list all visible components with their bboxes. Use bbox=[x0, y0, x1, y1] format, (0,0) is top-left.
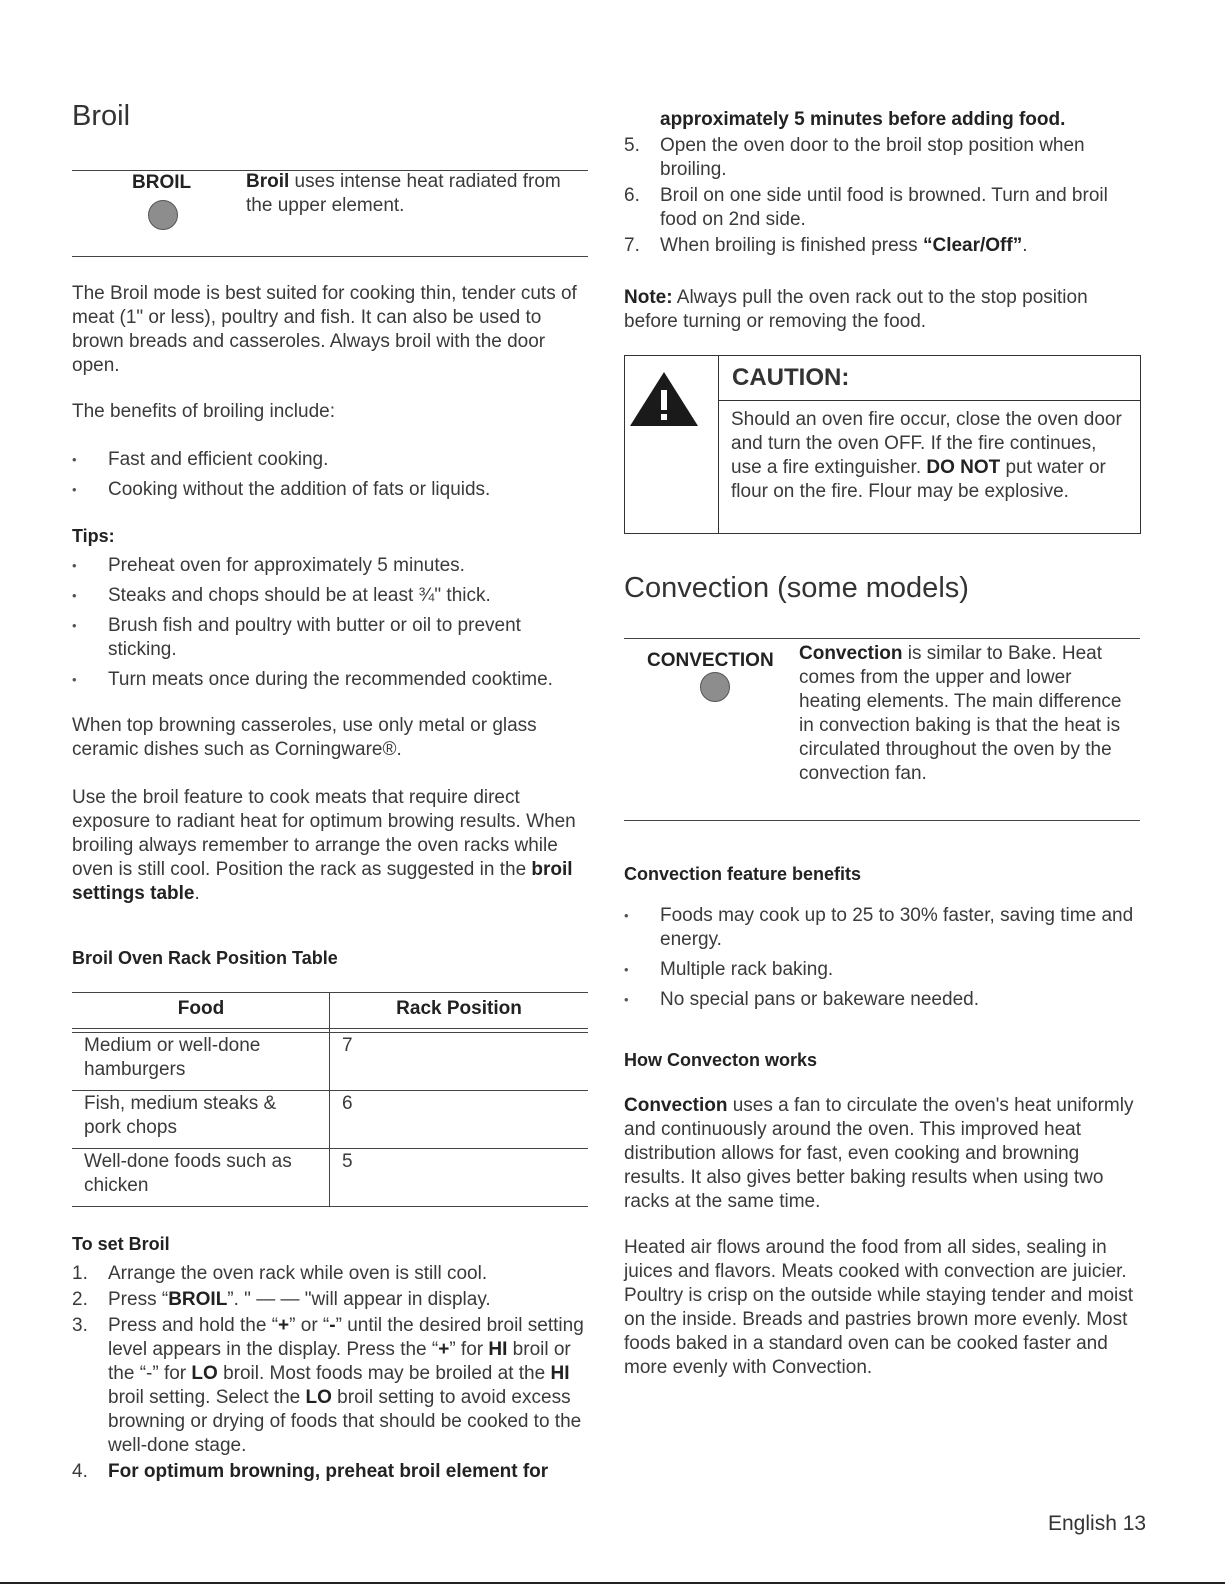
caution-title-rule bbox=[719, 400, 1140, 401]
broil-button-icon bbox=[148, 200, 178, 230]
page-footer: English 13 bbox=[1048, 1512, 1147, 1535]
heated-air-paragraph: Heated air flows around the food from all sides, sealing in juices and flavors. Meats cooked with convection are juicier. Poultry is crisp on the outside while staying tender and moist on the inside. Breads and pastries brown more evenly. Most foods baked in a standard oven can be cooked faster and more evenly with Convection. bbox=[624, 1237, 1134, 1378]
step-1: 1. Arrange the oven rack while oven is still cool. bbox=[72, 1263, 488, 1284]
convection-benefits-list bbox=[624, 904, 1134, 1018]
convection-feature-top-rule bbox=[624, 638, 1140, 639]
caution-divider bbox=[718, 356, 719, 533]
list-item: • Steaks and chops should be at least ¾" thick. bbox=[72, 584, 592, 608]
list-item: • Preheat oven for approximately 5 minutes. bbox=[72, 554, 592, 578]
broil-title: Broil bbox=[72, 100, 131, 132]
convection-title: Convection (some models) bbox=[624, 572, 969, 604]
table-header-food: Food bbox=[177, 998, 225, 1019]
table-cell-food: Well-done foods such as chicken bbox=[84, 1151, 292, 1196]
convection-benefits-heading: Convection feature benefits bbox=[624, 864, 862, 884]
broil-benefits-intro: The benefits of broiling include: bbox=[72, 401, 335, 422]
broil-feature-label: BROIL bbox=[132, 172, 192, 193]
list-item: • Multiple rack baking. bbox=[624, 958, 1134, 982]
set-broil-steps-continued bbox=[624, 134, 1144, 258]
list-item: • No special pans or bakeware needed. bbox=[624, 988, 1134, 1012]
convection-feature-bottom-rule bbox=[624, 820, 1140, 821]
table-cell-food: Medium or well-done hamburgers bbox=[84, 1035, 261, 1080]
warning-triangle-icon bbox=[628, 370, 700, 428]
step-7: 7. When broiling is finished press “Clear/Off”. bbox=[624, 235, 1028, 256]
step-2: 2. Press “BROIL”. " — — "will appear in display. bbox=[72, 1289, 491, 1310]
step-4: 4. For optimum browning, preheat broil element for bbox=[72, 1461, 549, 1482]
caution-title: CAUTION: bbox=[732, 364, 850, 391]
table-bottom-rule bbox=[72, 1206, 588, 1207]
list-item: • Turn meats once during the recommended cooktime. bbox=[72, 668, 592, 692]
table-header-rule-2 bbox=[72, 1032, 588, 1033]
rack-table-heading: Broil Oven Rack Position Table bbox=[72, 948, 338, 968]
step-3: 3. Press and hold the “+” or “-” until the desired broil setting level appears in the display. Press the “+” for HI broil or the “-” for LO broil. Most foods may be broiled at the HI broil setting. Select the LO broil setting to avoid excess browning or drying of foods that should be cooked to the well-done stage. bbox=[72, 1315, 584, 1456]
convection-feature-label: CONVECTION bbox=[647, 650, 774, 671]
table-top-rule bbox=[72, 992, 588, 993]
table-header-rack: Rack Position bbox=[396, 998, 522, 1019]
broil-feature-bottom-rule bbox=[72, 256, 588, 257]
how-convection-heading: How Convecton works bbox=[624, 1050, 818, 1070]
table-row-rule bbox=[72, 1148, 588, 1149]
convection-feature-description: Convection is similar to Bake. Heat comes from the upper and lower heating elements. The main difference in convection baking is that the heat is circulated throughout the oven by the convection fan. bbox=[799, 643, 1122, 784]
broil-feature-description: Broil uses intense heat radiated from the upper element. bbox=[246, 171, 561, 216]
step-5: 5. Open the oven door to the broil stop position when broiling. bbox=[624, 135, 1085, 180]
list-item: • Cooking without the addition of fats or liquids. bbox=[72, 478, 592, 502]
table-cell-rack: 5 bbox=[342, 1151, 353, 1172]
how-convection-paragraph: Convection uses a fan to circulate the oven's heat uniformly and continuously around the oven. This improved heat distribution allows for fast, even cooking and browning results. It also gives better baking results when using two racks at the same time. bbox=[624, 1095, 1134, 1212]
tips-list bbox=[72, 554, 592, 698]
broil-benefits-list bbox=[72, 448, 592, 508]
caution-text: Should an oven fire occur, close the oven door and turn the oven OFF. If the fire continues, use a fire extinguisher. DO NOT put water or flour on the fire. Flour may be explosive. bbox=[731, 409, 1122, 502]
set-broil-steps bbox=[72, 1262, 592, 1484]
table-cell-food: Fish, medium steaks & pork chops bbox=[84, 1093, 277, 1138]
step-4-continuation: approximately 5 minutes before adding food. bbox=[660, 109, 1066, 130]
broil-intro: The Broil mode is best suited for cooking thin, tender cuts of meat (1" or less), poultry and fish. It can also be used to brown breads and casseroles. Always broil with the door open. bbox=[72, 283, 577, 376]
list-item: • Brush fish and poultry with butter or oil to prevent sticking. bbox=[72, 614, 592, 662]
list-item: • Fast and efficient cooking. bbox=[72, 448, 592, 472]
table-header-rule-1 bbox=[72, 1028, 588, 1029]
set-broil-heading: To set Broil bbox=[72, 1234, 170, 1254]
table-column-divider bbox=[329, 992, 330, 1206]
list-item: • Foods may cook up to 25 to 30% faster, saving time and energy. bbox=[624, 904, 1134, 952]
table-cell-rack: 7 bbox=[342, 1035, 353, 1056]
browning-paragraph: When top browning casseroles, use only metal or glass ceramic dishes such as Corningware®. bbox=[72, 715, 537, 760]
tips-heading: Tips: bbox=[72, 526, 115, 546]
step-6: 6. Broil on one side until food is browned. Turn and broil food on 2nd side. bbox=[624, 185, 1108, 230]
page-bottom-rule bbox=[0, 1582, 1225, 1584]
note-paragraph: Note: Always pull the oven rack out to the stop position before turning or removing the food. bbox=[624, 287, 1088, 332]
convection-button-icon bbox=[700, 672, 730, 702]
table-row-rule bbox=[72, 1090, 588, 1091]
table-cell-rack: 6 bbox=[342, 1093, 353, 1114]
broil-feature-paragraph: Use the broil feature to cook meats that require direct exposure to radiant heat for optimum browing results. When broiling always remember to arrange the oven racks while oven is still cool. Position the rack as suggested in the broil settings table. bbox=[72, 787, 576, 904]
